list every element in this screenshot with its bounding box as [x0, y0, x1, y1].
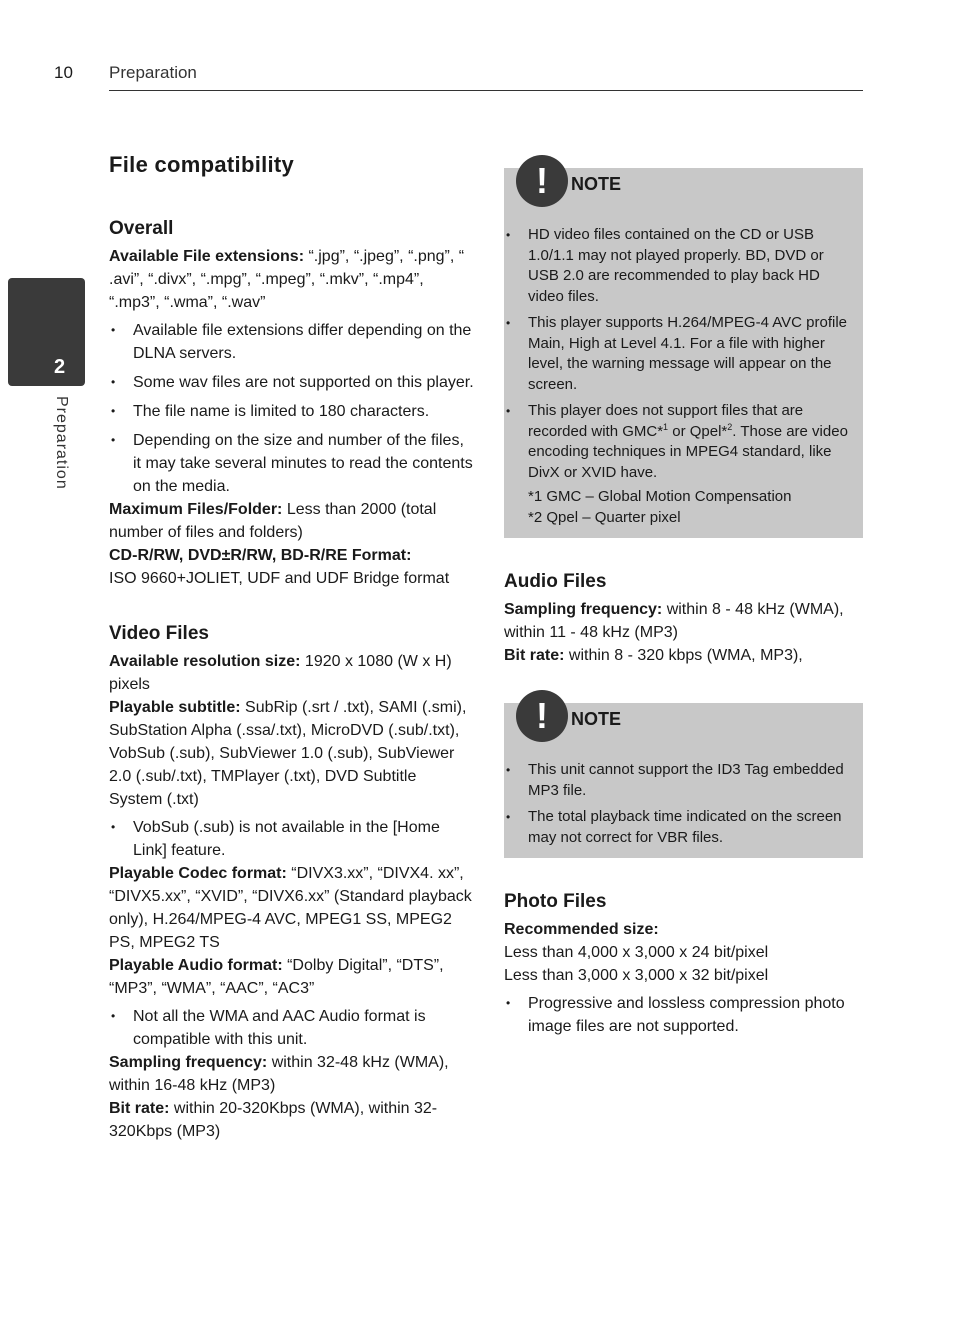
photo-size-line: Less than 4,000 x 3,000 x 24 bit/pixel: [504, 944, 769, 961]
format-label: CD-R/RW, DVD±R/RW, BD-R/RE Format:: [109, 547, 412, 564]
audio-heading: Audio Files: [504, 571, 607, 592]
note-text: This player does not support files that are recorded with GMC*: [528, 402, 804, 440]
audio-freq-label: Sampling frequency:: [504, 601, 663, 618]
video-freq-label: Sampling frequency:: [109, 1054, 268, 1071]
overall-bullets: [109, 319, 474, 498]
resolution-para: [109, 650, 474, 696]
right-column: [504, 157, 863, 1044]
format-value: ISO 9660+JOLIET, UDF and UDF Bridge format: [109, 570, 450, 587]
extensions-value: “.jpg”, “.jpeg”, “.png”, “ .avi”, “.divx”, “.mpg”, “.mpeg”, “.mkv”, “.mp4”, “.mp3”, “.wma”, “.wav”: [109, 248, 465, 311]
subtitle-value: SubRip (.srt / .txt), SAMI (.smi), SubStation Alpha (.ssa/.txt), MicroDVD (.sub/.txt), VobSub (.sub), SubViewer 1.0 (.sub), SubViewer 2.0 (.sub/.txt), TMPlayer (.txt), DVD Subtitle System (.txt): [109, 699, 467, 808]
video-heading: Video Files: [109, 623, 209, 644]
audio-bitrate-value: within 8 - 320 kbps (WMA, MP3),: [564, 647, 803, 664]
subtitle-para: [109, 696, 474, 811]
audio-format-label: Playable Audio format:: [109, 957, 283, 974]
audio-bitrate-label: Bit rate:: [504, 647, 565, 664]
note-title: NOTE: [571, 709, 622, 729]
note-text: or Qpel*: [668, 422, 728, 440]
spacer: [504, 858, 863, 891]
chapter-label: Preparation: [53, 396, 70, 490]
note-list: [504, 225, 853, 483]
left-column: [109, 152, 474, 1143]
max-files-para: [109, 498, 474, 544]
list-item: • VobSub (.sub) is not available in the [Home Link] feature.: [109, 816, 474, 862]
list-item: • This player supports H.264/MPEG-4 AVC profile Main, High at Level 4.1. For a file with higher level, the warning message will appear on the screen.: [504, 313, 853, 395]
list-item: • Not all the WMA and AAC Audio format is compatible with this unit.: [109, 1005, 474, 1051]
photo-size-label: Recommended size:: [504, 921, 659, 938]
footnote: *2 Qpel – Quarter pixel: [528, 508, 681, 526]
photo-size-line: Less than 3,000 x 3,000 x 32 bit/pixel: [504, 967, 769, 984]
list-item: [504, 401, 853, 483]
max-files-value: Less than 2000 (total number of files and folders): [109, 501, 437, 541]
list-item: • Available file extensions differ depending on the DLNA servers.: [109, 319, 474, 365]
chapter-number: 2: [54, 356, 66, 378]
page-title: File compatibility: [109, 152, 295, 177]
page-number: 10: [54, 63, 73, 82]
audio-format-para: [109, 954, 474, 1000]
audio-format-bullets: [109, 1005, 474, 1051]
codec-para: [109, 862, 474, 954]
video-bitrate-para: [109, 1097, 474, 1143]
spacer: [109, 590, 474, 623]
max-files-label: Maximum Files/Folder:: [109, 501, 283, 518]
note-text: . Those are video encoding techniques in MPEG4 standard, like DivX or XVID have.: [528, 422, 848, 481]
spacer: [504, 538, 863, 571]
codec-label: Playable Codec format:: [109, 865, 287, 882]
note-box: [504, 160, 863, 538]
photo-heading: Photo Files: [504, 891, 607, 912]
extensions-para: [109, 245, 474, 314]
footnote-mark: 2: [727, 421, 733, 432]
footnote-mark: 1: [663, 421, 669, 432]
codec-value: “DIVX3.xx”, “DIVX4. xx”, “DIVX5.xx”, “XVID”, “DIVX6.xx” (Standard playback only), H.264/MPEG-4 AVC, MPEG1 SS, MPEG2 PS, MPEG2 TS: [109, 865, 472, 951]
list-item: • Progressive and lossless compression photo image files are not supported.: [504, 992, 863, 1038]
photo-bullets: [504, 992, 863, 1038]
exclamation-icon: !: [516, 690, 568, 742]
list-item: • HD video files contained on the CD or USB 1.0/1.1 may not played properly. BD, DVD or USB 2.0 are recommended to play back HD video files.: [504, 225, 853, 307]
audio-freq-para: [504, 598, 863, 644]
video-freq-value: within 32-48 kHz (WMA), within 16-48 kHz (MP3): [109, 1054, 449, 1094]
video-bitrate-label: Bit rate:: [109, 1100, 170, 1117]
video-bitrate-value: within 20-320Kbps (WMA), within 32-320Kbps (MP3): [109, 1100, 438, 1140]
extensions-label: Available File extensions:: [109, 248, 305, 265]
audio-freq-value: within 8 - 48 kHz (WMA), within 11 - 48 kHz (MP3): [504, 601, 844, 641]
list-item: • Depending on the size and number of the files, it may take several minutes to read the contents on the media.: [109, 429, 474, 498]
list-item: • Some wav files are not supported on this player.: [109, 371, 474, 394]
list-item: • The total playback time indicated on the screen may not correct for VBR files.: [504, 807, 853, 848]
running-head: Preparation: [109, 63, 197, 82]
exclamation-icon: !: [516, 155, 568, 207]
note-title: NOTE: [571, 174, 622, 194]
note-box: [504, 695, 863, 858]
subtitle-label: Playable subtitle:: [109, 699, 241, 716]
overall-heading: Overall: [109, 218, 174, 239]
resolution-label: Available resolution size:: [109, 653, 301, 670]
audio-bitrate-para: [504, 644, 863, 667]
chapter-tab: [8, 278, 85, 386]
list-item: • This unit cannot support the ID3 Tag embedded MP3 file.: [504, 760, 853, 801]
video-freq-para: [109, 1051, 474, 1097]
footnote: *1 GMC – Global Motion Compensation: [528, 488, 792, 505]
audio-format-value: “Dolby Digital”, “DTS”, “MP3”, “WMA”, “AAC”, “AC3”: [109, 957, 444, 997]
subtitle-bullets: [109, 816, 474, 862]
note-list: [504, 760, 853, 848]
list-item: • The file name is limited to 180 characters.: [109, 400, 474, 423]
header-rule: [109, 90, 863, 91]
resolution-value: 1920 x 1080 (W x H) pixels: [109, 653, 452, 693]
